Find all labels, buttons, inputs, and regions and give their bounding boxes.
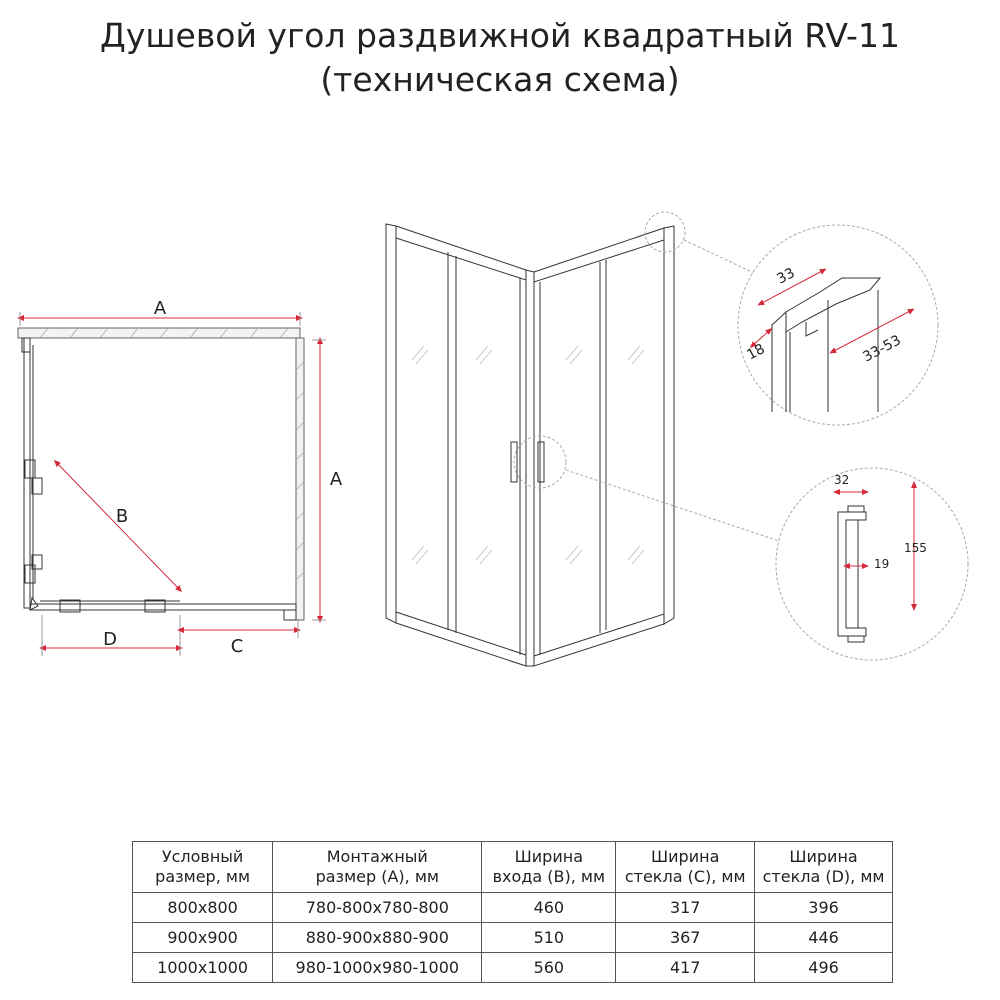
title-line-2: (техническая схема) xyxy=(320,60,680,99)
table-row xyxy=(133,893,893,923)
plan-label-d: D xyxy=(103,629,117,650)
right-bottom-rail xyxy=(534,614,664,666)
profile-detail xyxy=(738,225,938,425)
header-glass-width-c: Ширина стекла (C), мм xyxy=(616,842,755,893)
table-cell: 446 xyxy=(755,923,893,953)
left-glass-panel xyxy=(24,338,42,608)
handle-dim-155: 155 xyxy=(904,541,927,555)
table-header-row xyxy=(133,842,893,893)
table-cell: 396 xyxy=(755,893,893,923)
plan-label-c: C xyxy=(230,636,244,657)
table-cell: 1000x1000 xyxy=(133,953,273,983)
profile-dim-33: 33 xyxy=(774,265,798,288)
table-cell: 800x800 xyxy=(133,893,273,923)
table-cell: 900x900 xyxy=(133,923,273,953)
header-glass-width-d: Ширина стекла (D), мм xyxy=(755,842,893,893)
detail-markers xyxy=(514,212,790,542)
size-specification-table xyxy=(132,841,893,983)
right-door-handle xyxy=(538,442,544,482)
right-wall xyxy=(296,338,304,620)
table-row xyxy=(133,923,893,953)
bottom-glass-panel xyxy=(30,598,296,620)
right-outer-profile xyxy=(664,226,674,624)
enclosure-3d-view xyxy=(386,224,674,666)
table-cell: 980-1000x980-1000 xyxy=(273,953,482,983)
profile-dim-18: 18 xyxy=(744,341,768,364)
header-mounting-size: Монтажный размер (A), мм xyxy=(273,842,482,893)
left-top-rail xyxy=(396,226,526,280)
handle-dim-19: 19 xyxy=(874,557,890,571)
left-bottom-rail xyxy=(396,612,526,666)
table-row xyxy=(133,953,893,983)
handle-dim-32: 32 xyxy=(834,473,850,487)
header-entrance-width: Ширина входа (B), мм xyxy=(482,842,616,893)
table-cell: 417 xyxy=(616,953,755,983)
table-cell: 880-900x880-900 xyxy=(273,923,482,953)
top-wall xyxy=(18,328,300,338)
profile-dim-33-53: 33-53 xyxy=(860,332,904,366)
plan-label-b: B xyxy=(115,506,129,527)
table-cell: 560 xyxy=(482,953,616,983)
table-cell: 510 xyxy=(482,923,616,953)
header-nominal-size: Условный размер, мм xyxy=(133,842,273,893)
title-line-1: Душевой угол раздвижной квадратный RV-11 xyxy=(100,16,900,55)
corner-post xyxy=(526,270,534,666)
plan-label-a-side: A xyxy=(329,469,343,490)
left-outer-profile xyxy=(386,224,396,623)
corner-profile xyxy=(22,338,30,352)
table-cell: 317 xyxy=(616,893,755,923)
table-cell: 367 xyxy=(616,923,755,953)
table-cell: 460 xyxy=(482,893,616,923)
right-top-rail xyxy=(534,228,664,282)
handle-detail xyxy=(776,468,968,660)
table-cell: 496 xyxy=(755,953,893,983)
plan-view xyxy=(18,328,304,620)
plan-label-a-top: A xyxy=(153,298,167,319)
table-cell: 780-800x780-800 xyxy=(273,893,482,923)
